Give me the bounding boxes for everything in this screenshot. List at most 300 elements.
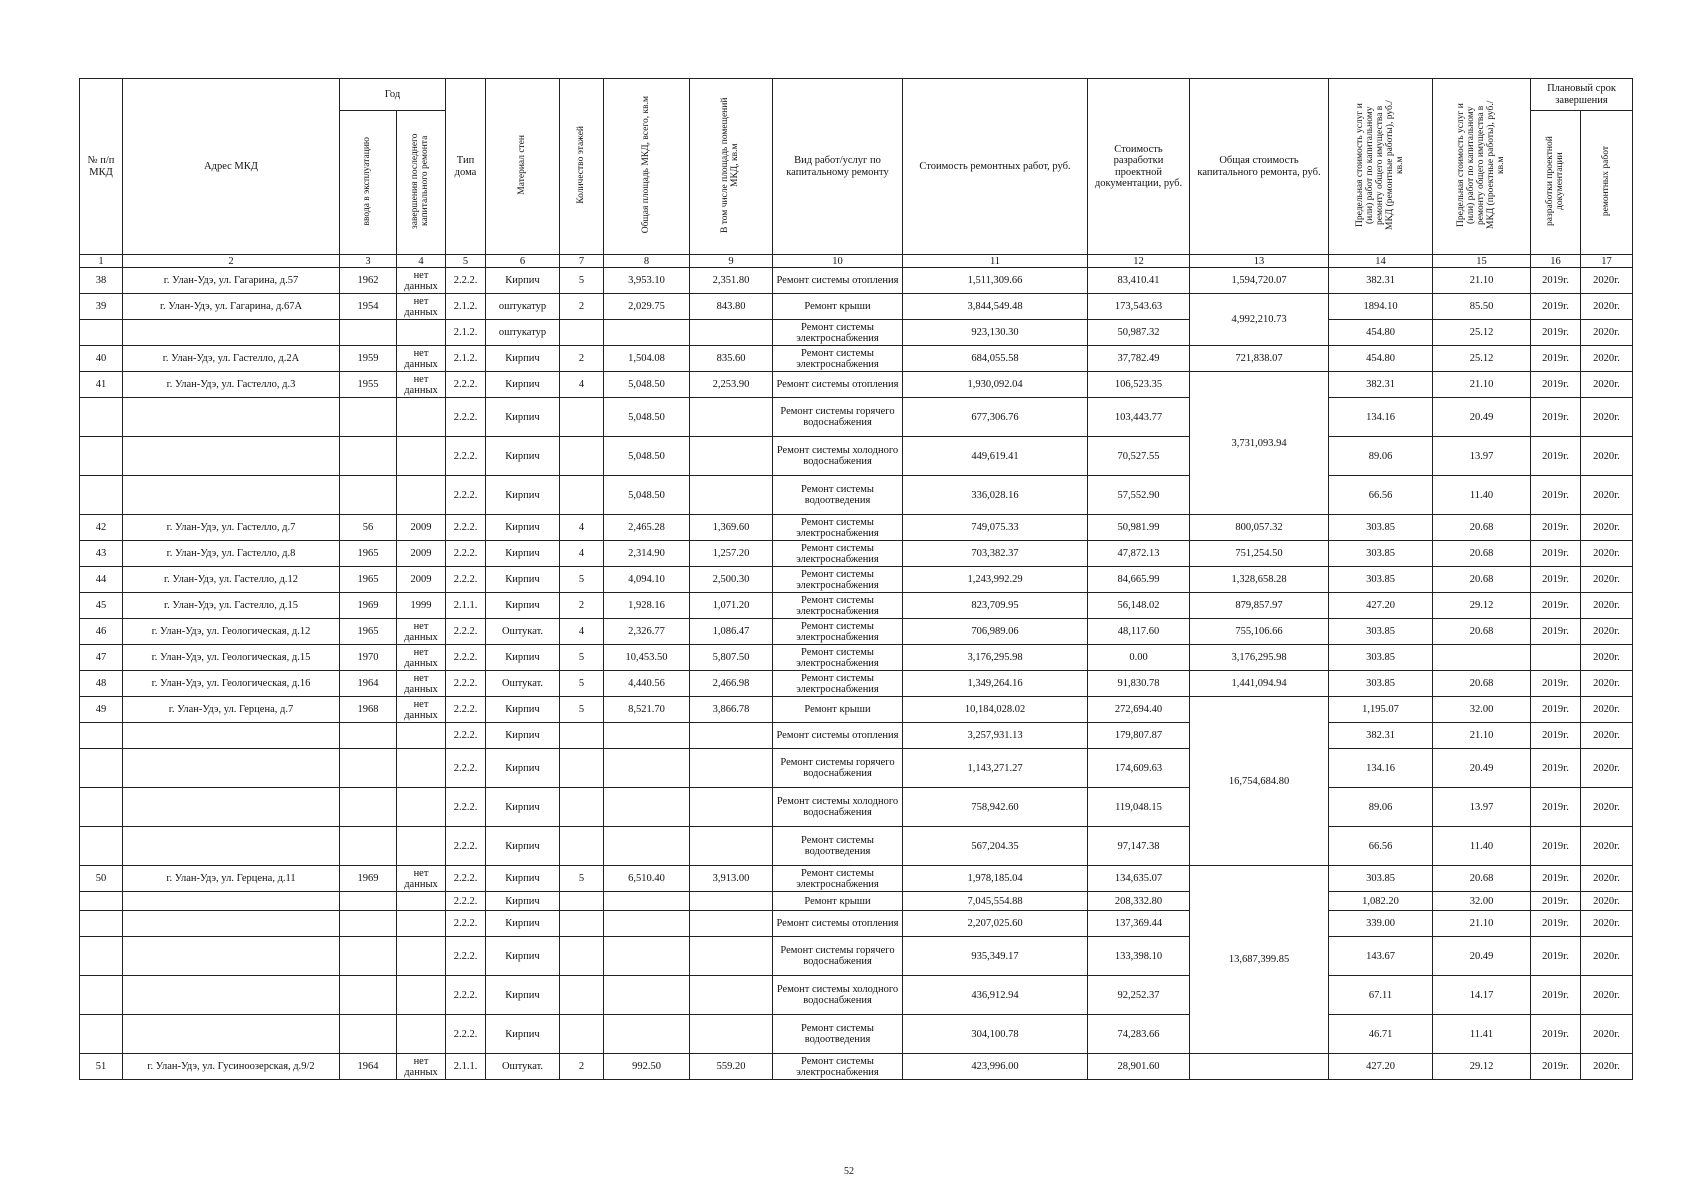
deadline-works-cell: 2020г. [1581, 1015, 1633, 1054]
area-total-cell [604, 788, 690, 827]
address-cell: г. Улан-Удэ, ул. Геологическая, д.12 [123, 619, 340, 645]
cost-total-cell: 3,731,093.94 [1190, 372, 1329, 515]
cost-repair-cell: 436,912.94 [903, 976, 1088, 1015]
cost-design-cell: 56,148.02 [1088, 593, 1190, 619]
address-cell [123, 976, 340, 1015]
work-type-cell: Ремонт крыши [773, 892, 903, 911]
deadline-works-cell: 2020г. [1581, 294, 1633, 320]
year-built-cell [340, 398, 397, 437]
cost-repair-cell: 1,511,309.66 [903, 268, 1088, 294]
year-last-repair-cell [397, 788, 446, 827]
area-total-cell: 2,326.77 [604, 619, 690, 645]
limit-design-cell: 11.40 [1433, 476, 1531, 515]
header-floors: Количество этажей [560, 79, 604, 255]
area-total-cell: 5,048.50 [604, 437, 690, 476]
area-rooms-cell: 1,257.20 [690, 541, 773, 567]
area-total-cell: 992.50 [604, 1054, 690, 1080]
year-last-repair-cell: нет данных [397, 697, 446, 723]
cost-design-cell: 37,782.49 [1088, 346, 1190, 372]
cost-design-cell: 272,694.40 [1088, 697, 1190, 723]
row-number-cell: 45 [80, 593, 123, 619]
row-number-cell [80, 976, 123, 1015]
house-type-cell: 2.2.2. [446, 619, 486, 645]
area-rooms-cell: 1,369.60 [690, 515, 773, 541]
address-cell [123, 911, 340, 937]
house-type-cell: 2.2.2. [446, 437, 486, 476]
house-type-cell: 2.2.2. [446, 476, 486, 515]
year-built-cell: 56 [340, 515, 397, 541]
work-type-cell: Ремонт системы электроснабжения [773, 1054, 903, 1080]
area-total-cell [604, 892, 690, 911]
limit-design-cell: 13.97 [1433, 437, 1531, 476]
wall-material-cell: Кирпич [486, 937, 560, 976]
wall-material-cell: Кирпич [486, 437, 560, 476]
table-row [80, 671, 1633, 697]
deadline-design-cell: 2019г. [1531, 827, 1581, 866]
deadline-design-cell: 2019г. [1531, 346, 1581, 372]
year-last-repair-cell [397, 892, 446, 911]
year-last-repair-cell: 2009 [397, 567, 446, 593]
cost-design-cell: 47,872.13 [1088, 541, 1190, 567]
limit-repair-cell: 66.56 [1329, 476, 1433, 515]
address-cell [123, 788, 340, 827]
deadline-design-cell: 2019г. [1531, 515, 1581, 541]
deadline-design-cell: 2019г. [1531, 1015, 1581, 1054]
year-built-cell: 1964 [340, 671, 397, 697]
work-type-cell: Ремонт системы электроснабжения [773, 567, 903, 593]
header-limit-repair: Предельная стоимость услуг и (или) работ по капитальному ремонту общего имущества в МКД (ремонтные работы), руб./кв.м [1329, 79, 1433, 255]
floors-cell [560, 398, 604, 437]
wall-material-cell: Оштукат. [486, 619, 560, 645]
cost-design-cell: 208,332.80 [1088, 892, 1190, 911]
area-rooms-cell [690, 320, 773, 346]
header-cost-design: Стоимость разработки проектной документации, руб. [1088, 79, 1190, 255]
wall-material-cell: Кирпич [486, 372, 560, 398]
deadline-works-cell: 2020г. [1581, 398, 1633, 437]
area-total-cell: 1,504.08 [604, 346, 690, 372]
row-number-cell [80, 437, 123, 476]
work-type-cell: Ремонт системы холодного водоснабжения [773, 437, 903, 476]
column-number: 4 [397, 255, 446, 268]
work-type-cell: Ремонт системы электроснабжения [773, 866, 903, 892]
column-number: 15 [1433, 255, 1531, 268]
limit-repair-cell: 303.85 [1329, 645, 1433, 671]
cost-total-cell: 800,057.32 [1190, 515, 1329, 541]
address-cell: г. Улан-Удэ, ул. Гастелло, д.3 [123, 372, 340, 398]
address-cell [123, 398, 340, 437]
work-type-cell: Ремонт системы отопления [773, 372, 903, 398]
floors-cell [560, 320, 604, 346]
table-body [80, 268, 1633, 1080]
year-built-cell: 1969 [340, 593, 397, 619]
house-type-cell: 2.2.2. [446, 749, 486, 788]
limit-repair-cell: 454.80 [1329, 320, 1433, 346]
cost-design-cell: 97,147.38 [1088, 827, 1190, 866]
house-type-cell: 2.2.2. [446, 515, 486, 541]
area-rooms-cell: 559.20 [690, 1054, 773, 1080]
wall-material-cell: Кирпич [486, 541, 560, 567]
work-type-cell: Ремонт системы электроснабжения [773, 593, 903, 619]
year-last-repair-cell: 2009 [397, 515, 446, 541]
deadline-works-cell: 2020г. [1581, 827, 1633, 866]
work-type-cell: Ремонт системы электроснабжения [773, 619, 903, 645]
house-type-cell: 2.2.2. [446, 723, 486, 749]
year-last-repair-cell: нет данных [397, 268, 446, 294]
limit-repair-cell: 303.85 [1329, 619, 1433, 645]
cost-repair-cell: 677,306.76 [903, 398, 1088, 437]
area-rooms-cell [690, 398, 773, 437]
cost-total-cell: 3,176,295.98 [1190, 645, 1329, 671]
floors-cell: 2 [560, 294, 604, 320]
deadline-design-cell: 2019г. [1531, 593, 1581, 619]
area-rooms-cell [690, 476, 773, 515]
area-total-cell: 6,510.40 [604, 866, 690, 892]
column-number: 5 [446, 255, 486, 268]
work-type-cell: Ремонт системы горячего водоснабжения [773, 749, 903, 788]
house-type-cell: 2.1.2. [446, 294, 486, 320]
row-number-cell: 43 [80, 541, 123, 567]
wall-material-cell: Оштукат. [486, 671, 560, 697]
wall-material-cell: Кирпич [486, 593, 560, 619]
column-number: 2 [123, 255, 340, 268]
cost-total-cell: 13,687,399.85 [1190, 866, 1329, 1054]
area-total-cell: 8,521.70 [604, 697, 690, 723]
area-total-cell [604, 827, 690, 866]
limit-design-cell: 32.00 [1433, 892, 1531, 911]
year-built-cell: 1965 [340, 619, 397, 645]
year-built-cell: 1954 [340, 294, 397, 320]
header-address: Адрес МКД [123, 79, 340, 255]
cost-repair-cell: 935,349.17 [903, 937, 1088, 976]
work-type-cell: Ремонт системы горячего водоснабжения [773, 398, 903, 437]
row-number-cell: 51 [80, 1054, 123, 1080]
house-type-cell: 2.1.2. [446, 320, 486, 346]
year-last-repair-cell: нет данных [397, 1054, 446, 1080]
limit-repair-cell: 89.06 [1329, 788, 1433, 827]
deadline-works-cell: 2020г. [1581, 437, 1633, 476]
limit-design-cell [1433, 645, 1531, 671]
area-total-cell: 10,453.50 [604, 645, 690, 671]
limit-repair-cell: 382.31 [1329, 372, 1433, 398]
cost-design-cell: 173,543.63 [1088, 294, 1190, 320]
table-row [80, 827, 1633, 866]
floors-cell: 2 [560, 1054, 604, 1080]
row-number-cell: 38 [80, 268, 123, 294]
house-type-cell: 2.1.1. [446, 593, 486, 619]
limit-repair-cell: 46.71 [1329, 1015, 1433, 1054]
cost-repair-cell: 2,207,025.60 [903, 911, 1088, 937]
table-row [80, 515, 1633, 541]
limit-repair-cell: 143.67 [1329, 937, 1433, 976]
cost-repair-cell: 336,028.16 [903, 476, 1088, 515]
work-type-cell: Ремонт системы водоотведения [773, 1015, 903, 1054]
table-row [80, 398, 1633, 437]
row-number-cell [80, 911, 123, 937]
header-year-built: ввода в эксплуатацию [340, 111, 397, 255]
row-number-cell: 44 [80, 567, 123, 593]
address-cell [123, 476, 340, 515]
table-row [80, 541, 1633, 567]
limit-design-cell: 21.10 [1433, 723, 1531, 749]
area-rooms-cell [690, 827, 773, 866]
limit-repair-cell: 303.85 [1329, 515, 1433, 541]
year-built-cell: 1955 [340, 372, 397, 398]
house-type-cell: 2.2.2. [446, 268, 486, 294]
deadline-works-cell: 2020г. [1581, 541, 1633, 567]
wall-material-cell: Кирпич [486, 892, 560, 911]
year-last-repair-cell [397, 723, 446, 749]
row-number-cell [80, 1015, 123, 1054]
cost-design-cell: 83,410.41 [1088, 268, 1190, 294]
cost-design-cell: 92,252.37 [1088, 976, 1190, 1015]
row-number-cell [80, 827, 123, 866]
cost-repair-cell: 923,130.30 [903, 320, 1088, 346]
year-last-repair-cell [397, 976, 446, 1015]
limit-repair-cell: 303.85 [1329, 866, 1433, 892]
year-built-cell: 1969 [340, 866, 397, 892]
limit-design-cell: 20.68 [1433, 567, 1531, 593]
work-type-cell: Ремонт системы водоотведения [773, 476, 903, 515]
table-row [80, 976, 1633, 1015]
cost-repair-cell: 567,204.35 [903, 827, 1088, 866]
limit-repair-cell: 1,195.07 [1329, 697, 1433, 723]
year-last-repair-cell [397, 398, 446, 437]
cost-total-cell [1190, 1054, 1329, 1080]
limit-repair-cell: 382.31 [1329, 723, 1433, 749]
limit-repair-cell: 1,082.20 [1329, 892, 1433, 911]
wall-material-cell: Кирпич [486, 346, 560, 372]
limit-repair-cell: 89.06 [1329, 437, 1433, 476]
area-rooms-cell [690, 723, 773, 749]
address-cell: г. Улан-Удэ, ул. Гастелло, д.2А [123, 346, 340, 372]
year-last-repair-cell [397, 749, 446, 788]
cost-total-cell: 1,328,658.28 [1190, 567, 1329, 593]
table-row [80, 372, 1633, 398]
year-last-repair-cell [397, 911, 446, 937]
work-type-cell: Ремонт крыши [773, 697, 903, 723]
area-total-cell: 2,465.28 [604, 515, 690, 541]
address-cell: г. Улан-Удэ, ул. Герцена, д.11 [123, 866, 340, 892]
deadline-design-cell: 2019г. [1531, 892, 1581, 911]
wall-material-cell: Кирпич [486, 1015, 560, 1054]
year-last-repair-cell [397, 437, 446, 476]
cost-repair-cell: 10,184,028.02 [903, 697, 1088, 723]
deadline-design-cell: 2019г. [1531, 541, 1581, 567]
row-number-cell [80, 788, 123, 827]
area-rooms-cell: 3,913.00 [690, 866, 773, 892]
deadline-design-cell: 2019г. [1531, 294, 1581, 320]
deadline-works-cell: 2020г. [1581, 976, 1633, 1015]
floors-cell: 5 [560, 671, 604, 697]
wall-material-cell: Кирпич [486, 515, 560, 541]
header-deadline-group: Плановый срок завершения [1531, 79, 1633, 111]
wall-material-cell: Кирпич [486, 911, 560, 937]
house-type-cell: 2.2.2. [446, 541, 486, 567]
row-number-cell [80, 320, 123, 346]
house-type-cell: 2.2.2. [446, 372, 486, 398]
cost-repair-cell: 749,075.33 [903, 515, 1088, 541]
year-built-cell [340, 911, 397, 937]
floors-cell: 2 [560, 346, 604, 372]
cost-repair-cell: 758,942.60 [903, 788, 1088, 827]
cost-total-cell: 1,594,720.07 [1190, 268, 1329, 294]
year-built-cell: 1959 [340, 346, 397, 372]
year-built-cell [340, 320, 397, 346]
limit-design-cell: 29.12 [1433, 593, 1531, 619]
house-type-cell: 2.2.2. [446, 892, 486, 911]
wall-material-cell: Кирпич [486, 866, 560, 892]
row-number-cell: 50 [80, 866, 123, 892]
page-number: 52 [844, 1166, 854, 1177]
address-cell [123, 827, 340, 866]
floors-cell: 2 [560, 593, 604, 619]
table-row [80, 346, 1633, 372]
deadline-design-cell: 2019г. [1531, 619, 1581, 645]
cost-design-cell: 50,981.99 [1088, 515, 1190, 541]
cost-design-cell: 0.00 [1088, 645, 1190, 671]
table-row [80, 697, 1633, 723]
year-last-repair-cell [397, 476, 446, 515]
limit-repair-cell: 303.85 [1329, 541, 1433, 567]
area-rooms-cell [690, 1015, 773, 1054]
row-number-cell [80, 937, 123, 976]
area-total-cell [604, 976, 690, 1015]
year-last-repair-cell: нет данных [397, 671, 446, 697]
work-type-cell: Ремонт системы электроснабжения [773, 320, 903, 346]
floors-cell: 4 [560, 515, 604, 541]
year-last-repair-cell [397, 1015, 446, 1054]
table-row [80, 749, 1633, 788]
deadline-design-cell: 2019г. [1531, 788, 1581, 827]
table-row [80, 937, 1633, 976]
address-cell: г. Улан-Удэ, ул. Гагарина, д.67А [123, 294, 340, 320]
floors-cell [560, 937, 604, 976]
year-built-cell [340, 723, 397, 749]
deadline-design-cell [1531, 645, 1581, 671]
area-total-cell: 4,440.56 [604, 671, 690, 697]
column-number: 3 [340, 255, 397, 268]
area-rooms-cell [690, 976, 773, 1015]
limit-repair-cell: 454.80 [1329, 346, 1433, 372]
wall-material-cell: Кирпич [486, 268, 560, 294]
limit-design-cell: 29.12 [1433, 1054, 1531, 1080]
area-total-cell: 1,928.16 [604, 593, 690, 619]
house-type-cell: 2.2.2. [446, 866, 486, 892]
floors-cell [560, 1015, 604, 1054]
house-type-cell: 2.2.2. [446, 827, 486, 866]
header-work-type: Вид работ/услуг по капитальному ремонту [773, 79, 903, 255]
year-built-cell: 1962 [340, 268, 397, 294]
deadline-design-cell: 2019г. [1531, 749, 1581, 788]
area-total-cell: 2,314.90 [604, 541, 690, 567]
cost-design-cell: 84,665.99 [1088, 567, 1190, 593]
deadline-works-cell: 2020г. [1581, 476, 1633, 515]
work-type-cell: Ремонт системы отопления [773, 268, 903, 294]
work-type-cell: Ремонт системы электроснабжения [773, 541, 903, 567]
deadline-works-cell: 2020г. [1581, 593, 1633, 619]
deadline-design-cell: 2019г. [1531, 697, 1581, 723]
deadline-works-cell: 2020г. [1581, 937, 1633, 976]
year-built-cell [340, 976, 397, 1015]
deadline-works-cell: 2020г. [1581, 697, 1633, 723]
column-number: 1 [80, 255, 123, 268]
cost-repair-cell: 823,709.95 [903, 593, 1088, 619]
limit-design-cell: 25.12 [1433, 346, 1531, 372]
area-rooms-cell: 1,071.20 [690, 593, 773, 619]
column-number: 14 [1329, 255, 1433, 268]
deadline-works-cell: 2020г. [1581, 320, 1633, 346]
house-type-cell: 2.2.2. [446, 976, 486, 1015]
house-type-cell: 2.1.1. [446, 1054, 486, 1080]
deadline-design-cell: 2019г. [1531, 320, 1581, 346]
area-total-cell [604, 723, 690, 749]
header-area-rooms: В том числе площадь помещений МКД, кв.м [690, 79, 773, 255]
area-rooms-cell: 843.80 [690, 294, 773, 320]
year-last-repair-cell: нет данных [397, 372, 446, 398]
wall-material-cell: Кирпич [486, 398, 560, 437]
deadline-design-cell: 2019г. [1531, 567, 1581, 593]
floors-cell: 5 [560, 567, 604, 593]
year-built-cell [340, 937, 397, 976]
house-type-cell: 2.1.2. [446, 346, 486, 372]
row-number-cell [80, 749, 123, 788]
area-rooms-cell: 2,253.90 [690, 372, 773, 398]
row-number-cell: 47 [80, 645, 123, 671]
limit-repair-cell: 66.56 [1329, 827, 1433, 866]
limit-design-cell: 14.17 [1433, 976, 1531, 1015]
wall-material-cell: Кирпич [486, 476, 560, 515]
cost-repair-cell: 1,349,264.16 [903, 671, 1088, 697]
table-row [80, 723, 1633, 749]
header-limit-design: Предельная стоимость услуг и (или) работ по капитальному ремонту общего имущества в МКД (проектные работы), руб./кв.м [1433, 79, 1531, 255]
cost-total-cell: 4,992,210.73 [1190, 294, 1329, 346]
floors-cell: 5 [560, 866, 604, 892]
floors-cell [560, 827, 604, 866]
floors-cell: 5 [560, 645, 604, 671]
cost-repair-cell: 1,978,185.04 [903, 866, 1088, 892]
row-number-cell [80, 892, 123, 911]
cost-design-cell: 137,369.44 [1088, 911, 1190, 937]
cost-repair-cell: 3,176,295.98 [903, 645, 1088, 671]
area-total-cell [604, 911, 690, 937]
cost-repair-cell: 1,243,992.29 [903, 567, 1088, 593]
cost-repair-cell: 7,045,554.88 [903, 892, 1088, 911]
limit-design-cell: 20.68 [1433, 671, 1531, 697]
address-cell: г. Улан-Удэ, ул. Гастелло, д.15 [123, 593, 340, 619]
cost-design-cell: 48,117.60 [1088, 619, 1190, 645]
deadline-design-cell: 2019г. [1531, 911, 1581, 937]
deadline-works-cell: 2020г. [1581, 372, 1633, 398]
year-last-repair-cell: нет данных [397, 645, 446, 671]
floors-cell: 4 [560, 619, 604, 645]
year-last-repair-cell [397, 827, 446, 866]
area-rooms-cell: 835.60 [690, 346, 773, 372]
area-rooms-cell [690, 437, 773, 476]
row-number-cell: 48 [80, 671, 123, 697]
year-built-cell: 1965 [340, 541, 397, 567]
table-row [80, 294, 1633, 320]
address-cell [123, 892, 340, 911]
work-type-cell: Ремонт системы электроснабжения [773, 645, 903, 671]
floors-cell: 5 [560, 697, 604, 723]
house-type-cell: 2.2.2. [446, 645, 486, 671]
cost-repair-cell: 3,844,549.48 [903, 294, 1088, 320]
year-built-cell: 1970 [340, 645, 397, 671]
row-number-cell: 49 [80, 697, 123, 723]
area-rooms-cell [690, 937, 773, 976]
column-number: 10 [773, 255, 903, 268]
limit-repair-cell: 382.31 [1329, 268, 1433, 294]
